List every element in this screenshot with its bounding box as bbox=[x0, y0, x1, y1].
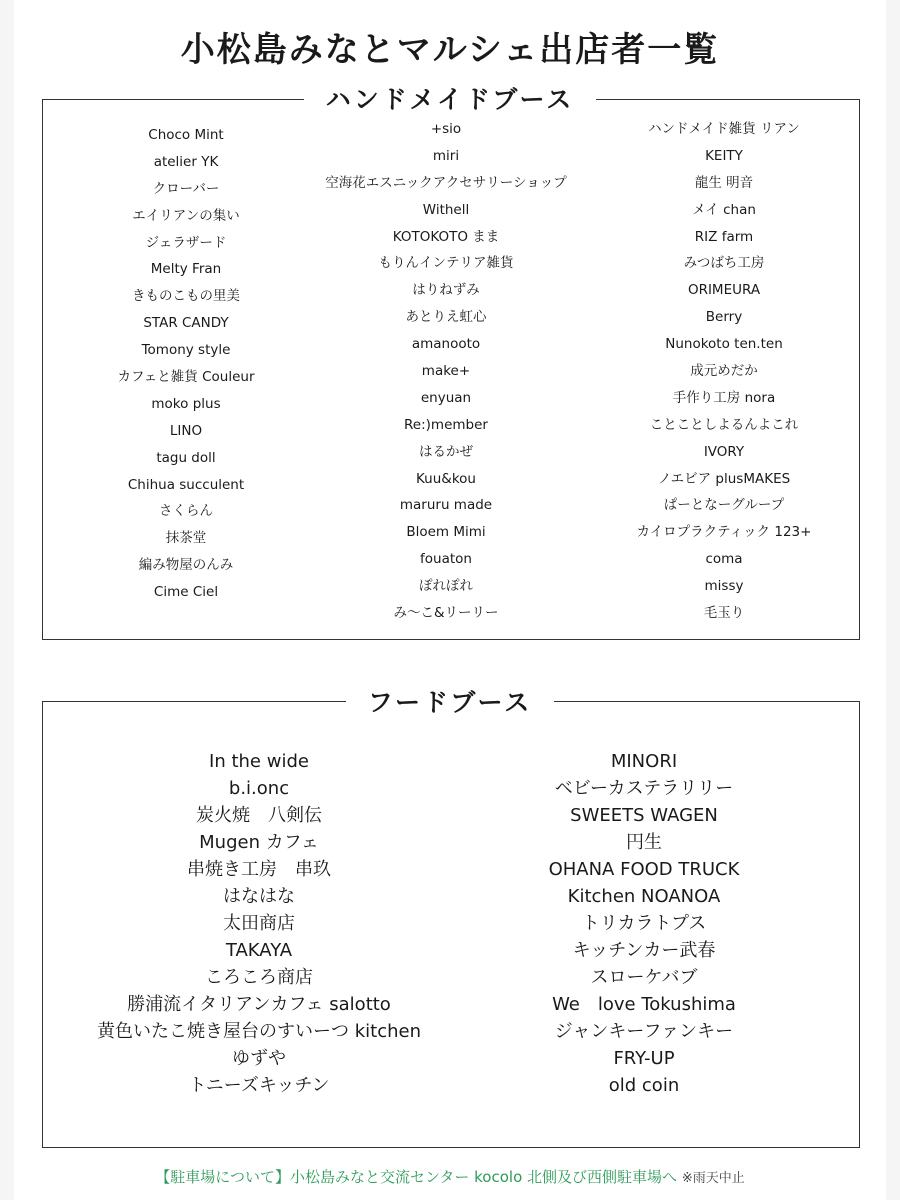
vendor-name: b.i.onc bbox=[228, 778, 290, 799]
vendor-name: ベビーカステラリリー bbox=[554, 778, 734, 799]
vendor-name: Mugen カフェ bbox=[199, 832, 319, 853]
parking-text: 【駐車場について】小松島みなと交流センター kocolo 北側及び西側駐車場へ bbox=[155, 1168, 678, 1186]
vendor-name: トリカラトプス bbox=[581, 913, 707, 934]
vendor-name: Berry bbox=[705, 309, 743, 326]
vendor-name: old coin bbox=[608, 1075, 680, 1096]
vendor-name: 龍生 明音 bbox=[694, 174, 754, 191]
vendor-name: tagu doll bbox=[156, 449, 216, 466]
food-booth-heading bbox=[14, 683, 886, 719]
vendor-name: MINORI bbox=[610, 751, 678, 772]
vendor-name: み〜こ&リーリー bbox=[393, 605, 499, 622]
vendor-name: 抹茶堂 bbox=[165, 530, 207, 547]
vendor-name: 成元めだか bbox=[690, 363, 758, 380]
vendor-name: amanooto bbox=[411, 336, 481, 353]
vendor-name: Chihua succulent bbox=[127, 476, 245, 493]
rain-note: ※雨天中止 bbox=[681, 1171, 745, 1186]
vendor-name: もりんインテリア雑貨 bbox=[378, 255, 514, 272]
vendor-name: Cime Ciel bbox=[153, 584, 219, 601]
vendor-name: ハンドメイド雑貨 リアン bbox=[648, 121, 800, 137]
vendor-name: moko plus bbox=[151, 395, 221, 412]
vendor-name: coma bbox=[705, 551, 743, 568]
vendor-name: Re:)member bbox=[404, 416, 488, 433]
vendor-name: KOTOKOTO まま bbox=[392, 228, 500, 245]
food-column-2 bbox=[494, 748, 794, 1099]
vendor-name: Bloem Mimi bbox=[406, 524, 486, 541]
parking-info bbox=[14, 1166, 886, 1187]
vendor-name: We love Tokushima bbox=[552, 994, 736, 1015]
vendor-name: 円生 bbox=[626, 832, 662, 853]
handmade-column-2 bbox=[276, 116, 616, 627]
vendor-name: カイロプラクティック 123+ bbox=[636, 524, 812, 541]
vendor-name: 毛玉り bbox=[703, 605, 745, 622]
vendor-name: ぽれぽれ bbox=[419, 578, 473, 595]
vendor-name: さくらん bbox=[159, 503, 213, 520]
vendor-name: Choco Mint bbox=[148, 127, 224, 143]
vendor-name: Kuu&kou bbox=[416, 470, 476, 487]
vendor-name: miri bbox=[432, 147, 460, 164]
vendor-name: enyuan bbox=[420, 389, 472, 406]
vendor-name: fouaton bbox=[420, 551, 472, 568]
page bbox=[14, 0, 886, 1200]
vendor-name: 太田商店 bbox=[223, 913, 295, 934]
vendor-name: STAR CANDY bbox=[143, 315, 229, 332]
vendor-name: 手作り工房 nora bbox=[672, 389, 776, 406]
vendor-name: あとりえ虹心 bbox=[405, 309, 487, 326]
vendor-name: カフェと雑貨 Couleur bbox=[117, 369, 255, 386]
vendor-name: エイリアンの集い bbox=[132, 207, 240, 224]
vendor-name: スローケバブ bbox=[590, 967, 698, 988]
vendor-name: Withell bbox=[422, 201, 470, 218]
page-title: 小松島みなとマルシェ出店者一覧 bbox=[180, 30, 720, 70]
vendor-name: ころころ商店 bbox=[205, 967, 313, 988]
vendor-name: FRY-UP bbox=[613, 1048, 675, 1069]
vendor-name: はなはな bbox=[223, 886, 295, 907]
vendor-name: SWEETS WAGEN bbox=[570, 805, 718, 826]
vendor-name: KEITY bbox=[705, 147, 743, 164]
vendor-name: 黄色いたこ焼き屋台のすいーつ kitchen bbox=[97, 1021, 421, 1042]
vendor-name: はるかぜ bbox=[419, 443, 473, 460]
vendor-name: クローバー bbox=[152, 180, 220, 197]
vendor-name: 串焼き工房 串玖 bbox=[187, 859, 331, 880]
vendor-name: atelier YK bbox=[153, 153, 219, 170]
vendor-name: きものこもの里美 bbox=[132, 288, 240, 305]
vendor-name: TAKAYA bbox=[225, 940, 293, 961]
vendor-name: ORIMEURA bbox=[687, 282, 761, 299]
vendor-name: +sio bbox=[430, 121, 462, 137]
vendor-name: 勝浦流イタリアンカフェ salotto bbox=[127, 994, 391, 1015]
vendor-name: missy bbox=[704, 578, 744, 595]
vendor-name: IVORY bbox=[703, 443, 745, 460]
vendor-name: In the wide bbox=[209, 751, 309, 772]
food-column-1 bbox=[94, 748, 424, 1099]
vendor-name: Melty Fran bbox=[150, 261, 222, 278]
vendor-name: RIZ farm bbox=[694, 228, 754, 245]
vendor-name: キッチンカー武春 bbox=[572, 940, 716, 961]
vendor-name: ことことしよるんよこれ bbox=[649, 416, 799, 433]
vendor-name: 炭火焼 八剣伝 bbox=[196, 805, 322, 826]
vendor-name: Tomony style bbox=[141, 342, 231, 359]
vendor-name: ゆずや bbox=[232, 1048, 286, 1069]
vendor-name: 編み物屋のんみ bbox=[138, 557, 234, 574]
vendor-name: 空海花エスニックアクセサリーショップ bbox=[325, 174, 567, 191]
handmade-column-3 bbox=[614, 116, 834, 627]
vendor-name: みつばち工房 bbox=[683, 255, 765, 272]
vendor-name: ぱーとなーグループ bbox=[663, 497, 785, 514]
handmade-booth-heading bbox=[14, 80, 886, 116]
vendor-name: トニーズキッチン bbox=[188, 1075, 330, 1096]
vendor-name: maruru made bbox=[399, 497, 493, 514]
food-heading-text: フードブース bbox=[346, 688, 555, 717]
vendor-name: ノエビア plusMAKES bbox=[657, 470, 791, 487]
vendor-name: メイ chan bbox=[692, 201, 756, 218]
vendor-name: ジェラザード bbox=[145, 234, 227, 251]
handmade-heading-text: ハンドメイドブース bbox=[304, 85, 597, 114]
vendor-name: ジャンキーファンキー bbox=[554, 1021, 734, 1042]
vendor-name: make+ bbox=[421, 363, 471, 380]
vendor-name: はりねずみ bbox=[412, 282, 480, 299]
vendor-name: LINO bbox=[169, 422, 203, 439]
vendor-name: Kitchen NOANOA bbox=[567, 886, 721, 907]
handmade-column-1 bbox=[84, 122, 288, 606]
vendor-name: Nunokoto ten.ten bbox=[665, 336, 783, 353]
vendor-name: OHANA FOOD TRUCK bbox=[548, 859, 740, 880]
